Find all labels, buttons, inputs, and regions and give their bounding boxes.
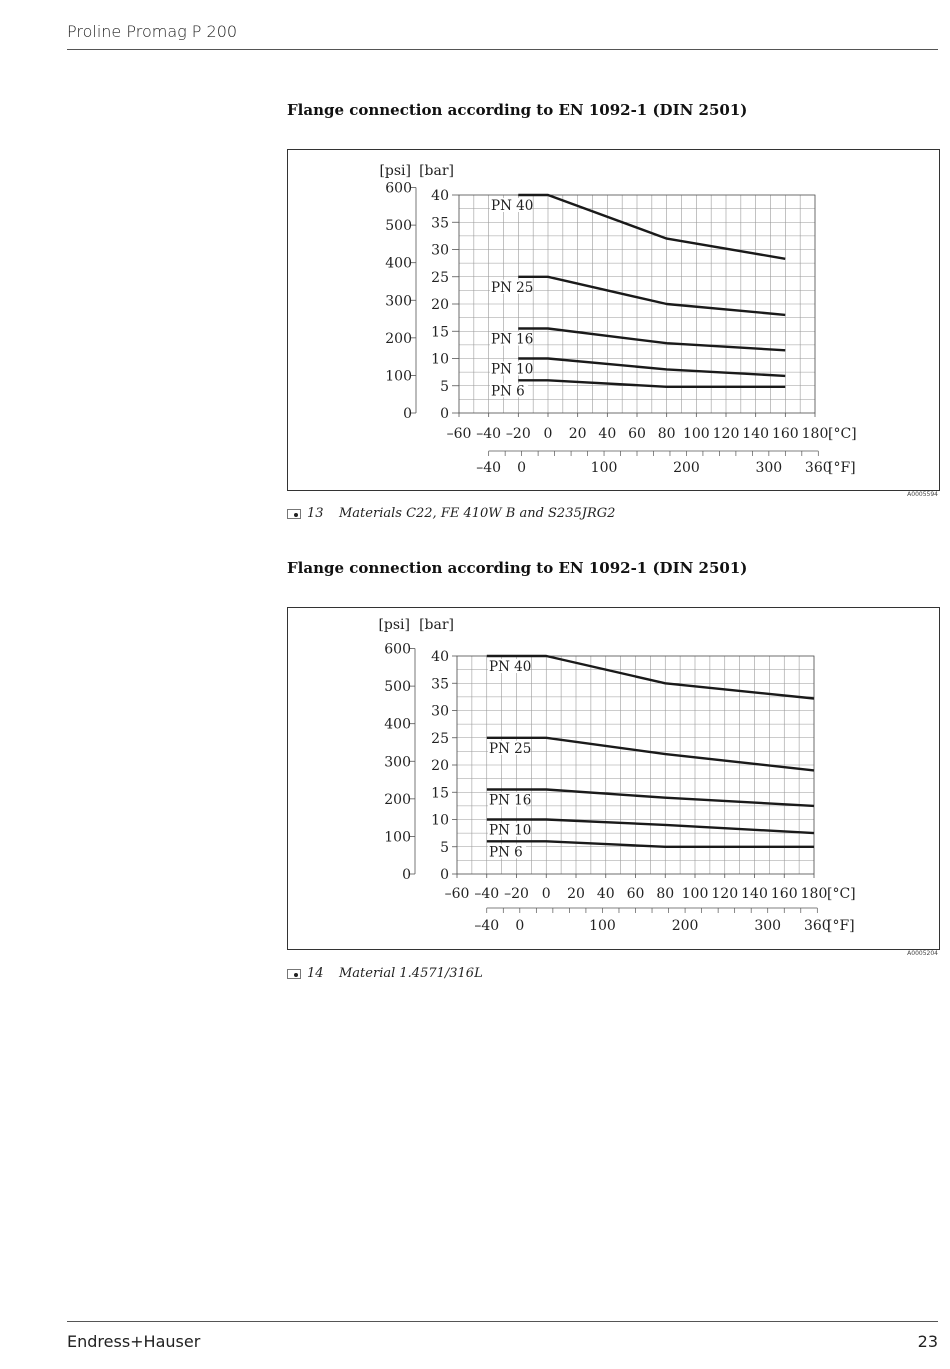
- y-tick-label-bar: 5: [440, 378, 449, 395]
- psi-tick-label: 100: [384, 829, 411, 846]
- x2-axis-unit-fahrenheit: [°F]: [827, 918, 855, 934]
- x-tick-label-celsius: 0: [541, 886, 551, 902]
- x-tick-label-celsius: 80: [656, 886, 675, 902]
- x-tick-label-celsius: 120: [712, 426, 740, 442]
- x-tick-label-celsius: 40: [598, 426, 617, 442]
- series-label-pn6: PN 6: [491, 383, 525, 400]
- pressure-temperature-chart-2: [288, 608, 939, 949]
- y-tick-label-bar: 40: [431, 649, 449, 665]
- x-tick-label-celsius: 180: [801, 426, 829, 442]
- x-tick-label-celsius: 160: [770, 886, 798, 902]
- y-tick-label-bar: 35: [431, 215, 449, 232]
- x2-tick-label-fahrenheit: –40: [476, 460, 502, 476]
- psi-tick-label: 500: [385, 218, 412, 235]
- series-label-pn40: PN 40: [489, 659, 532, 675]
- psi-tick-label: 0: [402, 867, 411, 883]
- y-axis-unit-label: [bar]: [419, 163, 454, 179]
- psi-tick-label: 400: [384, 716, 411, 733]
- x-tick-label-celsius: 100: [681, 886, 709, 902]
- psi-tick-label: 600: [385, 180, 412, 197]
- y-tick-label-bar: 15: [431, 324, 449, 341]
- y-tick-label-bar: 35: [431, 676, 449, 693]
- figure-caption-text: Materials C22, FE 410W B and S235JRG2: [339, 506, 616, 521]
- series-label-pn25: PN 25: [489, 740, 532, 757]
- document-header-title: Proline Promag P 200: [67, 22, 238, 41]
- figure-number: 13: [307, 506, 324, 521]
- x2-tick-label-fahrenheit: 360: [804, 460, 832, 476]
- y-tick-label-bar: 25: [431, 269, 449, 286]
- x2-tick-label-fahrenheit: 0: [515, 918, 525, 934]
- pressure-temperature-chart-1: [288, 150, 939, 490]
- y-tick-label-bar: 30: [431, 242, 449, 259]
- x2-tick-label-fahrenheit: 200: [671, 918, 699, 934]
- x2-tick-label-fahrenheit: 200: [673, 460, 700, 476]
- psi-tick-label: 0: [403, 406, 412, 422]
- x-tick-label-celsius: 40: [596, 886, 615, 902]
- section-title-2: Flange connection according to EN 1092-1 (DIN 2501): [287, 559, 748, 577]
- psi-tick-label: 300: [384, 754, 411, 771]
- figure-caption-2: [287, 966, 483, 981]
- series-label-pn6: PN 6: [489, 844, 523, 861]
- figure-caption-text: Material 1.4571/316L: [339, 966, 483, 981]
- x2-axis-unit-fahrenheit: [°F]: [828, 460, 856, 476]
- x-tick-label-celsius: –60: [446, 426, 472, 442]
- y-tick-label-bar: 20: [431, 758, 449, 774]
- footer-page-number: 23: [917, 1332, 938, 1351]
- y-tick-label-bar: 40: [431, 188, 449, 204]
- y-tick-label-bar: 5: [440, 839, 449, 856]
- x-tick-label-celsius: –20: [504, 886, 529, 902]
- figure-id-2: A0005204: [907, 950, 938, 957]
- chart-frame-1: [287, 149, 940, 491]
- series-label-pn10: PN 10: [491, 361, 534, 378]
- y2-axis-unit-label: [psi]: [379, 163, 411, 179]
- x-tick-label-celsius: –60: [444, 886, 470, 902]
- y-tick-label-bar: 0: [440, 406, 449, 422]
- y-tick-label-bar: 10: [431, 351, 449, 368]
- x-tick-label-celsius: –20: [505, 426, 531, 442]
- x2-tick-label-fahrenheit: 100: [590, 460, 618, 476]
- x2-tick-label-fahrenheit: 300: [754, 918, 782, 934]
- figure-icon: [287, 509, 301, 519]
- figure-caption-1: [287, 506, 615, 521]
- x-tick-label-celsius: 180: [800, 886, 828, 902]
- series-label-pn10: PN 10: [489, 822, 532, 839]
- x-axis-unit-celsius: [°C]: [827, 886, 856, 902]
- y-axis-unit-label: [bar]: [419, 617, 454, 633]
- x2-tick-label-fahrenheit: –40: [474, 918, 500, 934]
- x2-tick-label-fahrenheit: 360: [803, 918, 831, 934]
- psi-tick-label: 300: [385, 293, 412, 310]
- x-tick-label-celsius: 140: [741, 886, 768, 902]
- header-rule: [67, 49, 938, 50]
- x-tick-label-celsius: 0: [543, 426, 553, 442]
- x-tick-label-celsius: 20: [568, 426, 587, 442]
- y-tick-label-bar: 25: [431, 730, 449, 747]
- x-tick-label-celsius: 140: [742, 426, 770, 442]
- x-tick-label-celsius: 60: [626, 886, 645, 902]
- y-tick-label-bar: 10: [431, 812, 449, 829]
- x-axis-unit-celsius: [°C]: [828, 426, 857, 442]
- psi-tick-label: 400: [385, 255, 412, 272]
- y-tick-label-bar: 15: [431, 785, 449, 802]
- y-tick-label-bar: 20: [431, 297, 449, 313]
- x-tick-label-celsius: 20: [567, 886, 585, 902]
- x-tick-label-celsius: –40: [476, 426, 502, 442]
- x-tick-label-celsius: 80: [657, 426, 676, 442]
- psi-tick-label: 100: [385, 368, 412, 385]
- series-label-pn16: PN 16: [489, 792, 532, 809]
- y-tick-label-bar: 30: [431, 703, 449, 720]
- series-label-pn40: PN 40: [491, 198, 534, 214]
- footer-rule: [67, 1321, 938, 1322]
- series-label-pn25: PN 25: [491, 279, 534, 296]
- figure-id-1: A0005594: [907, 491, 938, 498]
- series-label-pn16: PN 16: [491, 331, 534, 348]
- x2-tick-label-fahrenheit: 0: [517, 460, 527, 476]
- x-tick-label-celsius: 120: [711, 886, 739, 902]
- footer-company: Endress+Hauser: [67, 1332, 201, 1351]
- y2-axis-unit-label: [psi]: [378, 617, 410, 633]
- psi-tick-label: 500: [384, 679, 411, 696]
- x-tick-label-celsius: 100: [682, 426, 710, 442]
- psi-tick-label: 600: [384, 641, 411, 658]
- figure-number: 14: [307, 966, 324, 981]
- psi-tick-label: 200: [384, 791, 411, 808]
- x-tick-label-celsius: 60: [628, 426, 646, 442]
- x-tick-label-celsius: –40: [474, 886, 500, 902]
- section-title-1: Flange connection according to EN 1092-1 (DIN 2501): [287, 101, 748, 119]
- x-tick-label-celsius: 160: [771, 426, 799, 442]
- figure-icon: [287, 969, 301, 979]
- y-tick-label-bar: 0: [440, 867, 449, 883]
- x2-tick-label-fahrenheit: 300: [755, 460, 783, 476]
- chart-frame-2: [287, 607, 940, 950]
- psi-tick-label: 200: [385, 330, 412, 347]
- x2-tick-label-fahrenheit: 100: [589, 918, 616, 934]
